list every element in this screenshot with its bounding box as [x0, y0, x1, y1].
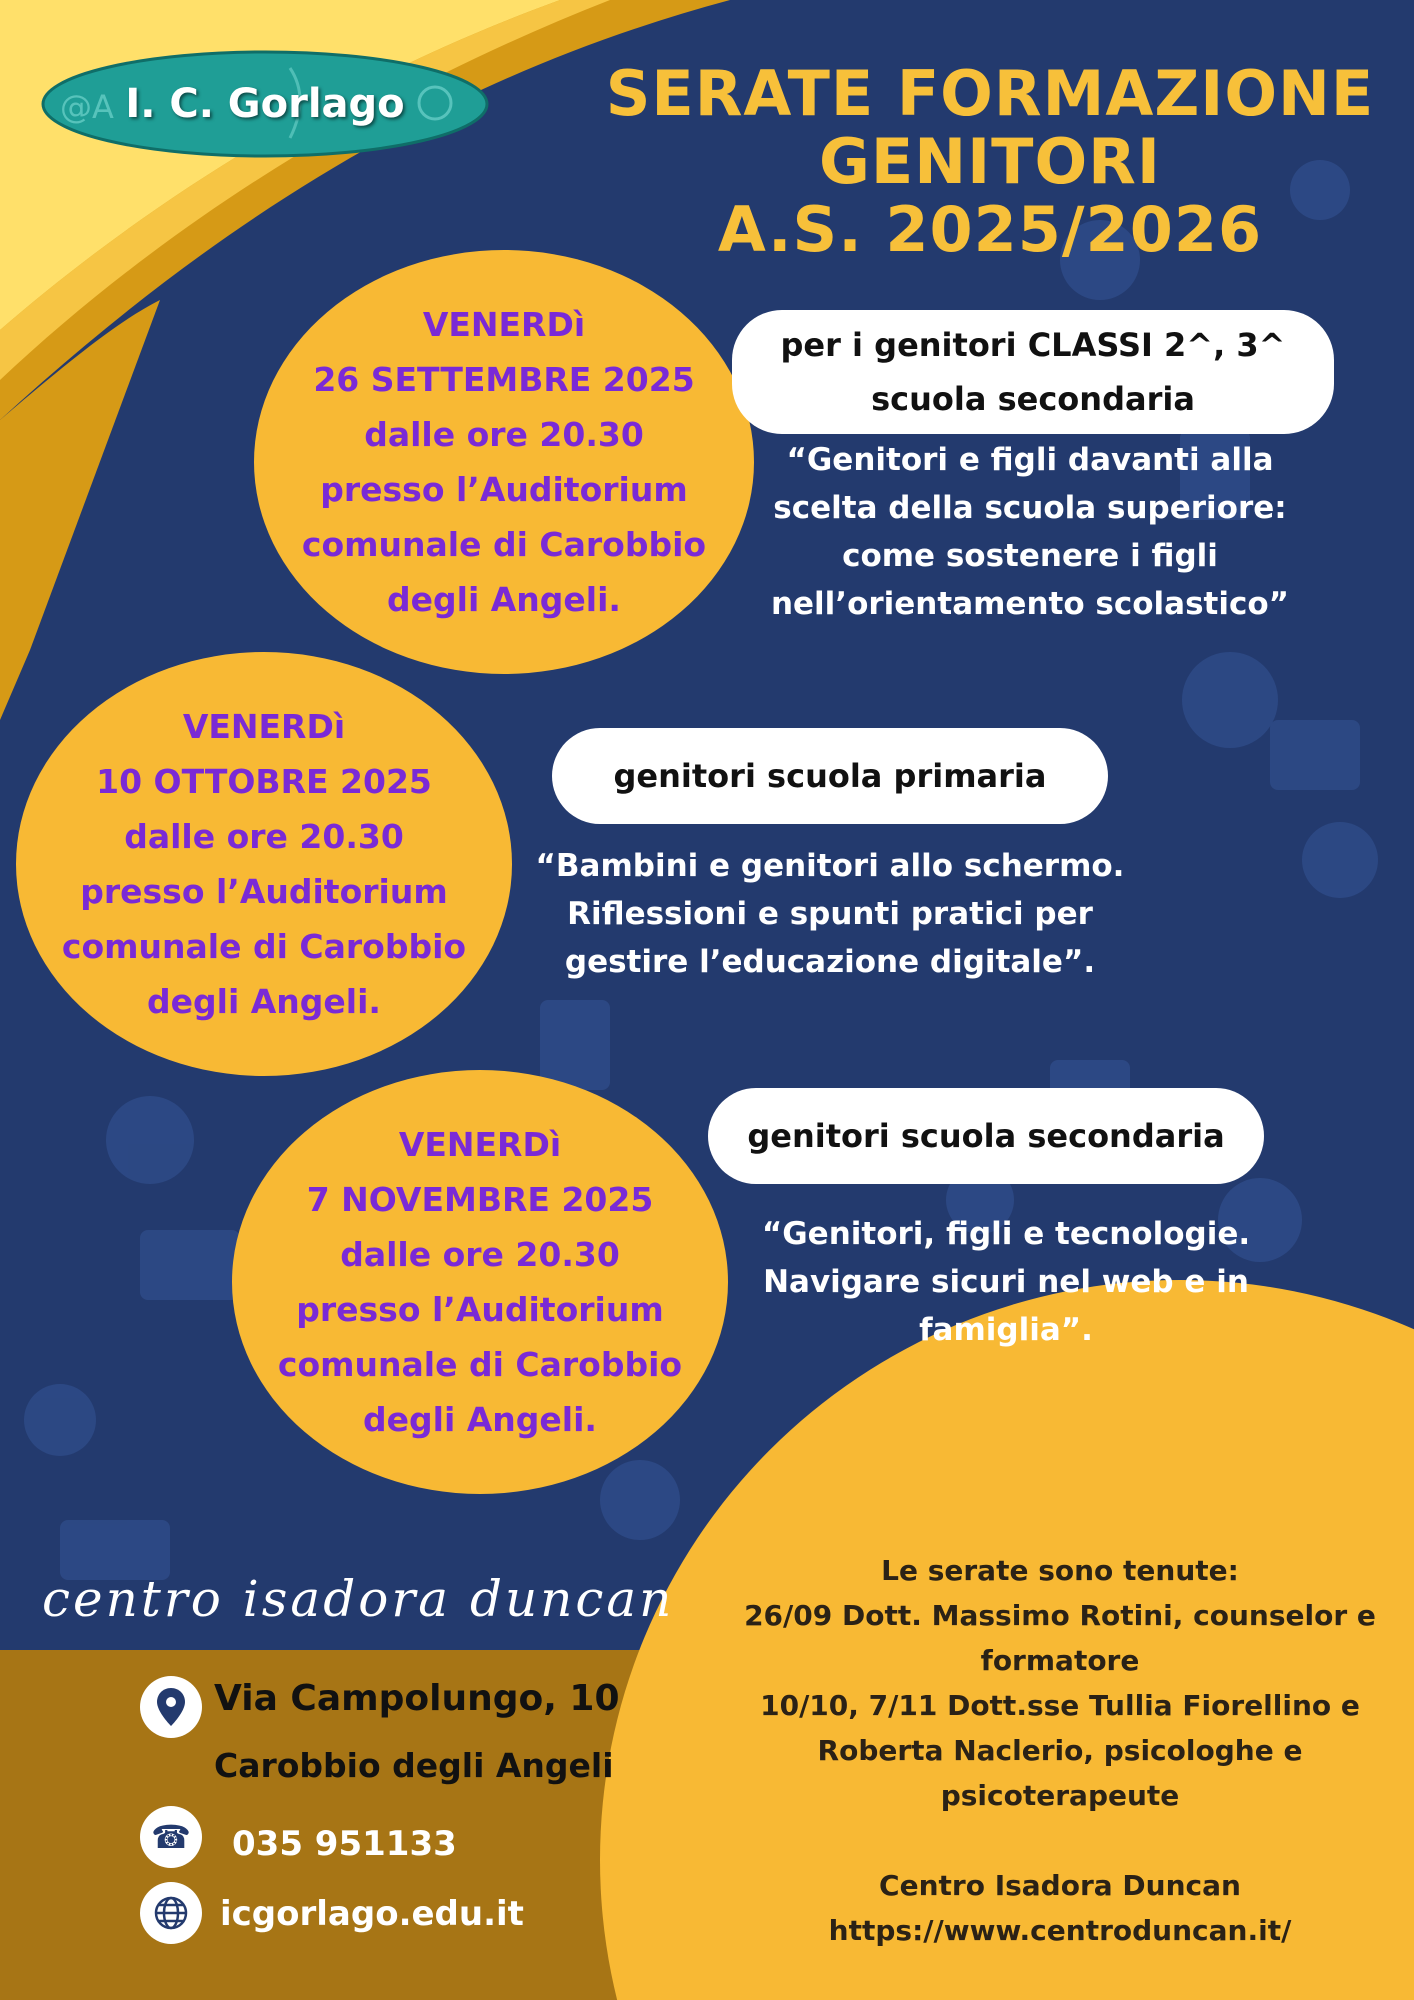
event-1-date-line: VENERDì — [422, 305, 586, 344]
event-3-audience — [708, 1088, 1264, 1184]
event-1-date-line: 26 SETTEMBRE 2025 — [313, 360, 695, 399]
credits-line: Centro Isadora Duncan — [879, 1869, 1241, 1902]
event-1-audience — [732, 310, 1334, 434]
address-line-2: Carobbio degli Angeli — [214, 1746, 614, 1785]
event-2-date-circle — [16, 652, 512, 1076]
title-line-2: GENITORI — [818, 125, 1161, 198]
event-1-date-line: degli Angeli. — [387, 580, 621, 619]
event-3-date-line: dalle ore 20.30 — [340, 1235, 620, 1274]
credits-line: Le serate sono tenute: — [881, 1554, 1239, 1587]
title-line-3: A.S. 2025/2026 — [717, 193, 1263, 266]
event-2-audience-line: genitori scuola primaria — [613, 757, 1047, 795]
event-1-audience-line: scuola secondaria — [871, 380, 1195, 418]
page-title — [590, 57, 1390, 266]
event-2-date-line: VENERDì — [182, 707, 346, 746]
event-3-audience-line: genitori scuola secondaria — [747, 1117, 1225, 1155]
svg-text:@A: @A — [60, 88, 114, 126]
brand-script: centro isadora duncan — [42, 1570, 675, 1628]
event-3-date-line: degli Angeli. — [363, 1400, 597, 1439]
event-3-date-line: comunale di Carobbio — [277, 1345, 683, 1384]
event-3-date-line: presso l’Auditorium — [296, 1290, 664, 1329]
event-2-description — [510, 842, 1150, 986]
event-1-desc-line: nell’orientamento scolastico” — [770, 586, 1290, 622]
event-3-desc-line: famiglia”. — [919, 1312, 1093, 1348]
credits-line: formatore — [980, 1644, 1140, 1677]
website-link[interactable]: icgorlago.edu.it — [220, 1894, 524, 1934]
title-line-1: SERATE FORMAZIONE — [605, 57, 1375, 130]
credits-line: 10/10, 7/11 Dott.sse Tullia Fiorellino e — [760, 1689, 1360, 1722]
map-pin-icon — [140, 1676, 202, 1738]
event-2-date-line: presso l’Auditorium — [80, 872, 448, 911]
credits-line — [730, 1818, 1390, 1863]
event-2-desc-line: “Bambini e genitori allo schermo. — [535, 848, 1125, 884]
speakers-credits — [730, 1548, 1390, 1953]
event-1-desc-line: scelta della scuola superiore: — [773, 490, 1287, 526]
event-3-date-line: 7 NOVEMBRE 2025 — [306, 1180, 654, 1219]
event-2-date-line: comunale di Carobbio — [61, 927, 467, 966]
credits-line: psicoterapeute — [940, 1779, 1180, 1812]
event-2-date-line: degli Angeli. — [147, 982, 381, 1021]
event-2-date-line: dalle ore 20.30 — [124, 817, 404, 856]
event-1-description — [740, 436, 1320, 628]
event-1-audience-line: per i genitori CLASSI 2^, 3^ — [780, 326, 1286, 364]
event-1-date-circle — [254, 250, 754, 674]
credits-link[interactable]: https://www.centroduncan.it/ — [828, 1914, 1292, 1947]
credits-line: Roberta Naclerio, psicologhe e — [817, 1734, 1303, 1767]
event-1-desc-line: come sostenere i figli — [842, 538, 1218, 574]
event-2-desc-line: Riflessioni e spunti pratici per — [567, 896, 1093, 932]
event-1-date-line: comunale di Carobbio — [301, 525, 707, 564]
event-2-date-line: 10 OTTOBRE 2025 — [96, 762, 432, 801]
logo-text: I. C. Gorlago — [125, 81, 405, 127]
event-3-date-circle — [232, 1070, 728, 1494]
event-3-date-line: VENERDì — [398, 1125, 562, 1164]
credits-line: 26/09 Dott. Massimo Rotini, counselor e — [744, 1599, 1376, 1632]
globe-icon — [140, 1882, 202, 1944]
address-line-1: Via Campolungo, 10 — [214, 1678, 620, 1719]
event-3-description — [700, 1210, 1312, 1354]
event-3-desc-line: “Genitori, figli e tecnologie. — [761, 1216, 1251, 1252]
event-1-desc-line: “Genitori e figli davanti alla — [786, 442, 1274, 478]
event-2-audience — [552, 728, 1108, 824]
event-2-desc-line: gestire l’educazione digitale”. — [564, 944, 1096, 980]
event-3-desc-line: Navigare sicuri nel web e in — [763, 1264, 1249, 1300]
telephone-icon: ☎ — [140, 1806, 202, 1868]
event-1-date-line: dalle ore 20.30 — [364, 415, 644, 454]
event-1-date-line: presso l’Auditorium — [320, 470, 688, 509]
school-logo — [40, 48, 490, 160]
phone-number[interactable]: 035 951133 — [232, 1824, 457, 1864]
